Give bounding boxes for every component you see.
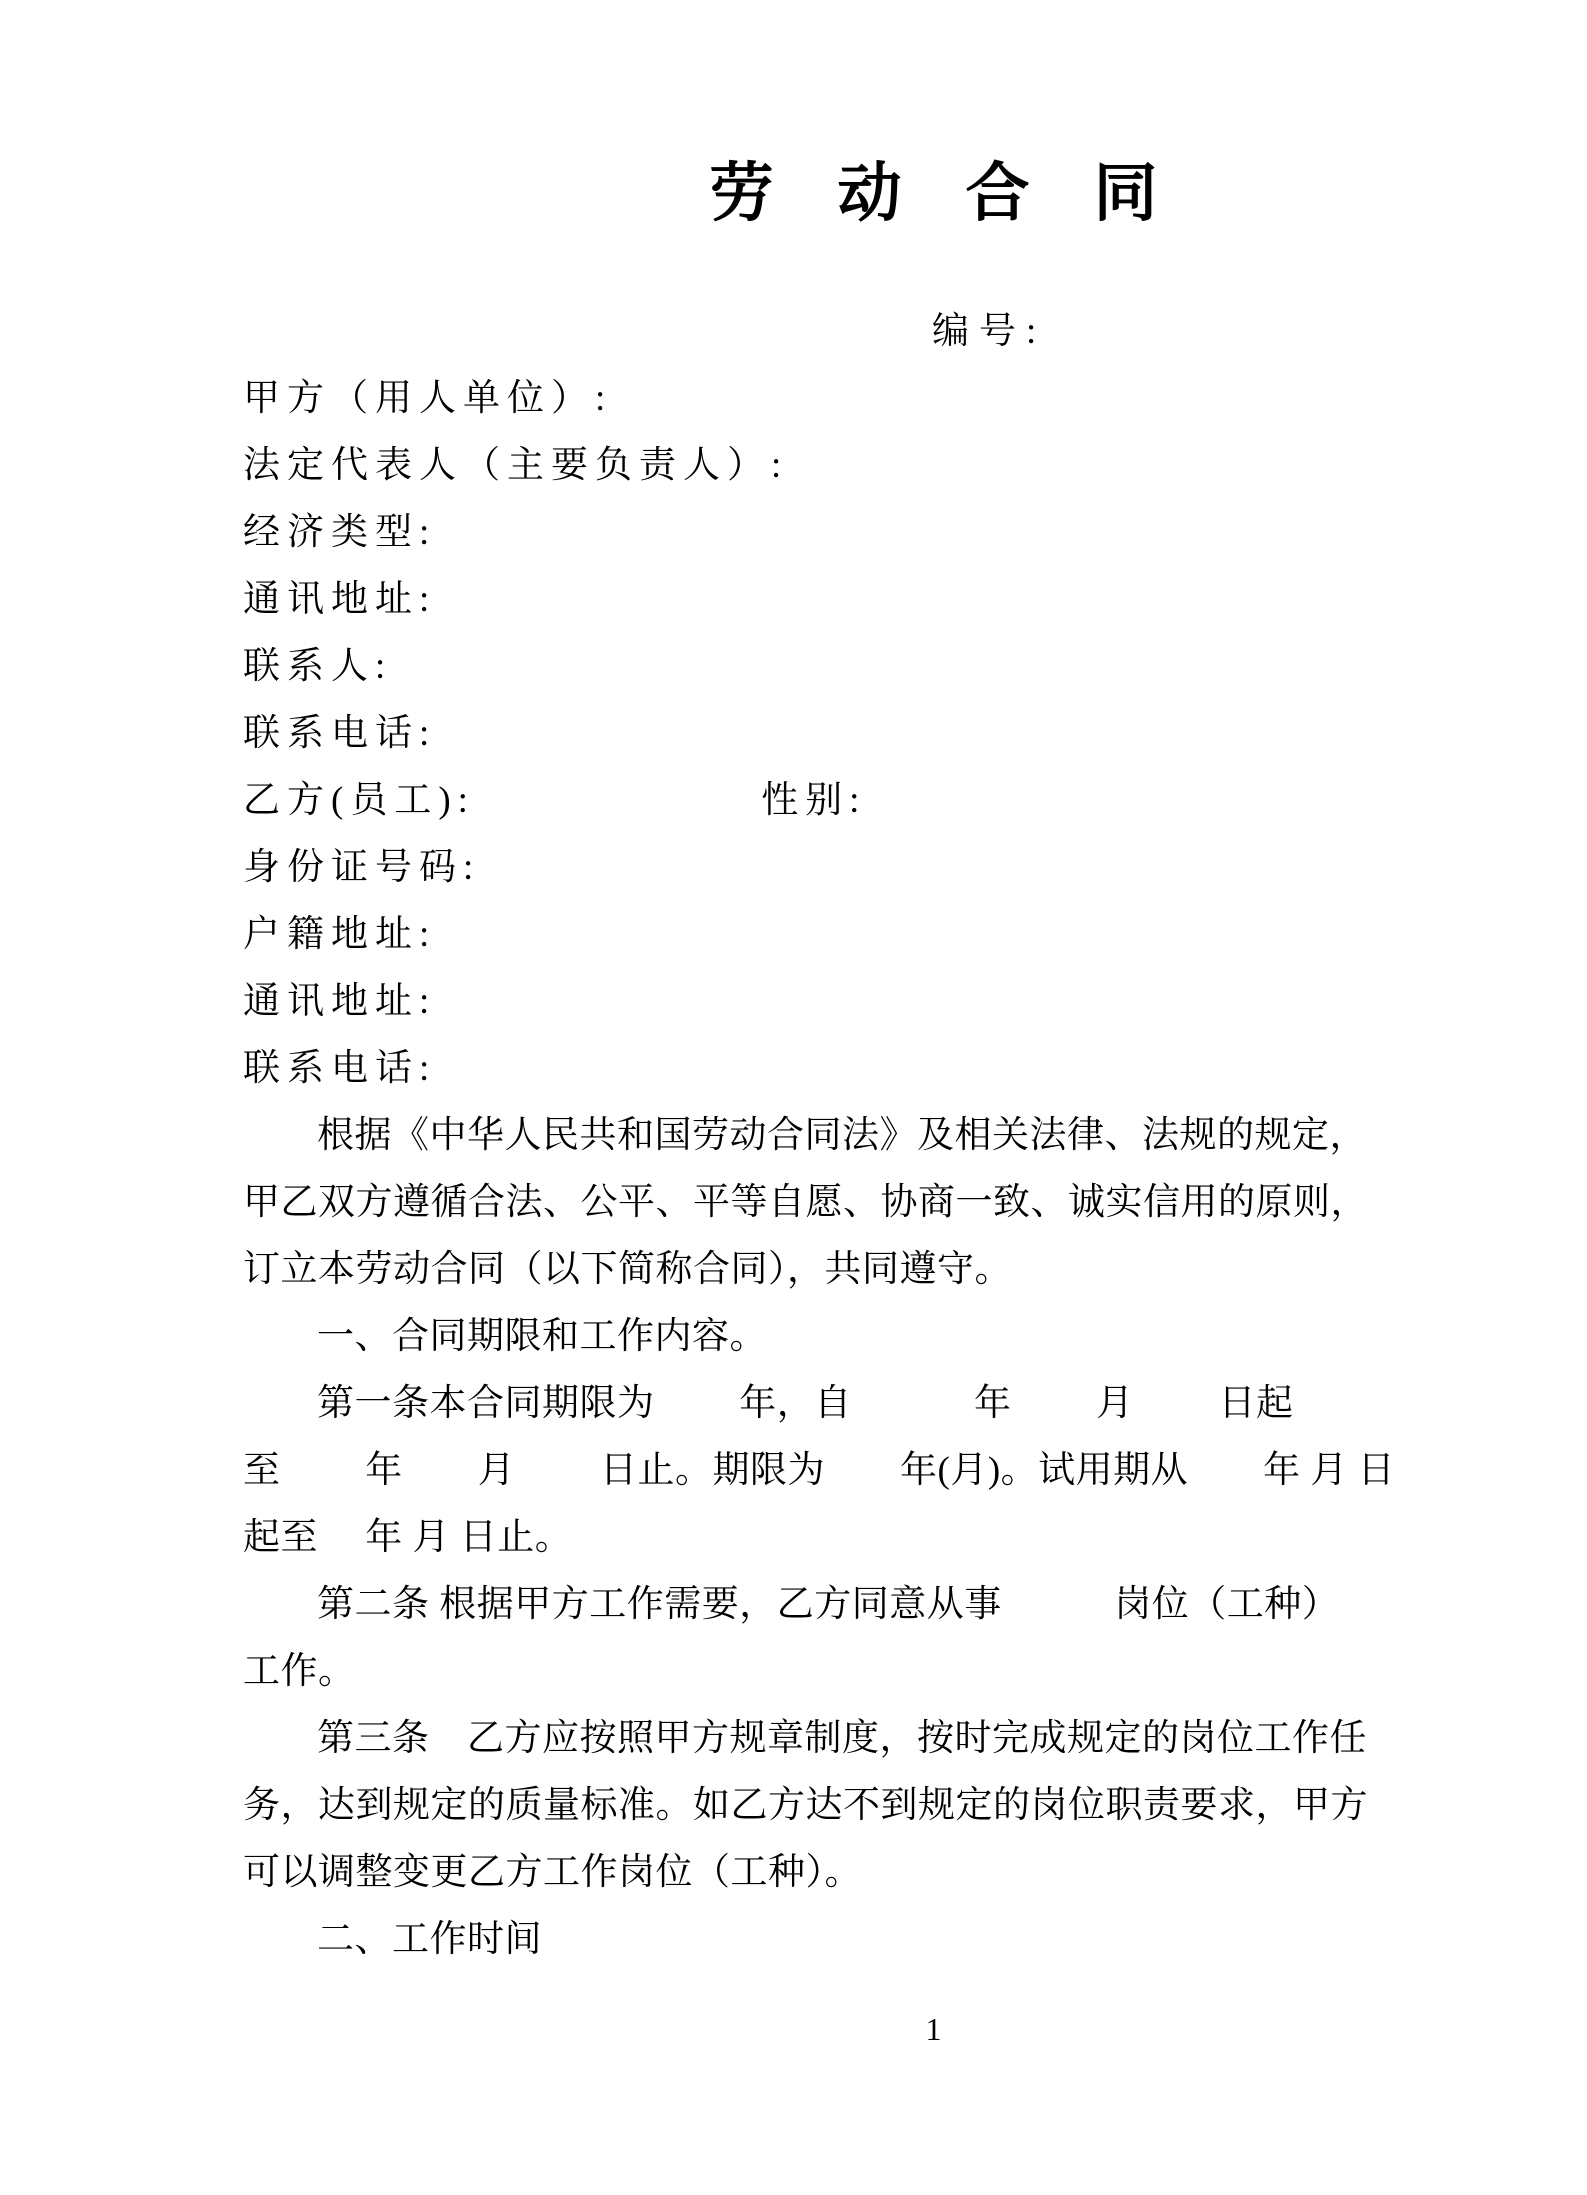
field-party-b-address: 通讯地址:	[243, 981, 437, 1022]
field-party-b-employee-label: 乙方(员工):	[243, 780, 475, 821]
clause-3-line-2: 务，达到规定的质量标准。如乙方达不到规定的岗位职责要求，甲方	[243, 1785, 1368, 1826]
preamble-line-3: 订立本劳动合同（以下简称合同），共同遵守。	[243, 1249, 1012, 1290]
serial-number-label: 编号:	[932, 311, 1047, 352]
clause-1-line-3: 起至 年 月 日止。	[243, 1517, 573, 1558]
field-party-b-id-number: 身份证号码:	[243, 847, 481, 888]
page-number: 1	[925, 2011, 942, 2047]
clause-2-line-2: 工作。	[243, 1651, 356, 1692]
page-footer	[140, 2013, 1587, 2045]
preamble-line-2: 甲乙双方遵循合法、公平、平等自愿、协商一致、诚实信用的原则，	[243, 1182, 1368, 1223]
field-party-a-address: 通讯地址:	[243, 579, 437, 620]
field-party-b-gender-label: 性别:	[761, 780, 867, 821]
field-party-a-contact: 联系人:	[243, 646, 393, 687]
document-title: 劳 动 合 同	[709, 158, 1158, 229]
field-party-b-employee-line	[243, 767, 1447, 834]
section-1-heading: 一、合同期限和工作内容。	[317, 1316, 767, 1357]
section-2-heading: 二、工作时间	[317, 1919, 542, 1960]
clause-1-line-2: 至 年 月 日止。期限为 年(月)。试用期从 年 月 日	[243, 1450, 1396, 1491]
field-party-a-economic-type: 经济类型:	[243, 512, 437, 553]
clause-1-line-1: 第一条本合同期限为 年，自 年 月 日起	[317, 1383, 1294, 1424]
preamble-line-1: 根据《中华人民共和国劳动合同法》及相关法律、法规的规定，	[317, 1115, 1367, 1156]
clause-3-line-1: 第三条 乙方应按照甲方规章制度，按时完成规定的岗位工作任	[317, 1718, 1367, 1759]
field-party-a-employer: 甲方（用人单位）:	[243, 378, 613, 419]
serial-number-line	[243, 298, 1447, 365]
field-party-b-phone: 联系电话:	[243, 1048, 437, 1089]
field-party-a-legal-rep: 法定代表人（主要负责人）:	[243, 445, 789, 486]
field-party-b-registered-address: 户籍地址:	[243, 914, 437, 955]
clause-3-line-3: 可以调整变更乙方工作岗位（工种）。	[243, 1852, 862, 1893]
clause-2-line-1: 第二条 根据甲方工作需要，乙方同意从事 岗位（工种）	[317, 1584, 1340, 1625]
field-party-a-phone: 联系电话:	[243, 713, 437, 754]
